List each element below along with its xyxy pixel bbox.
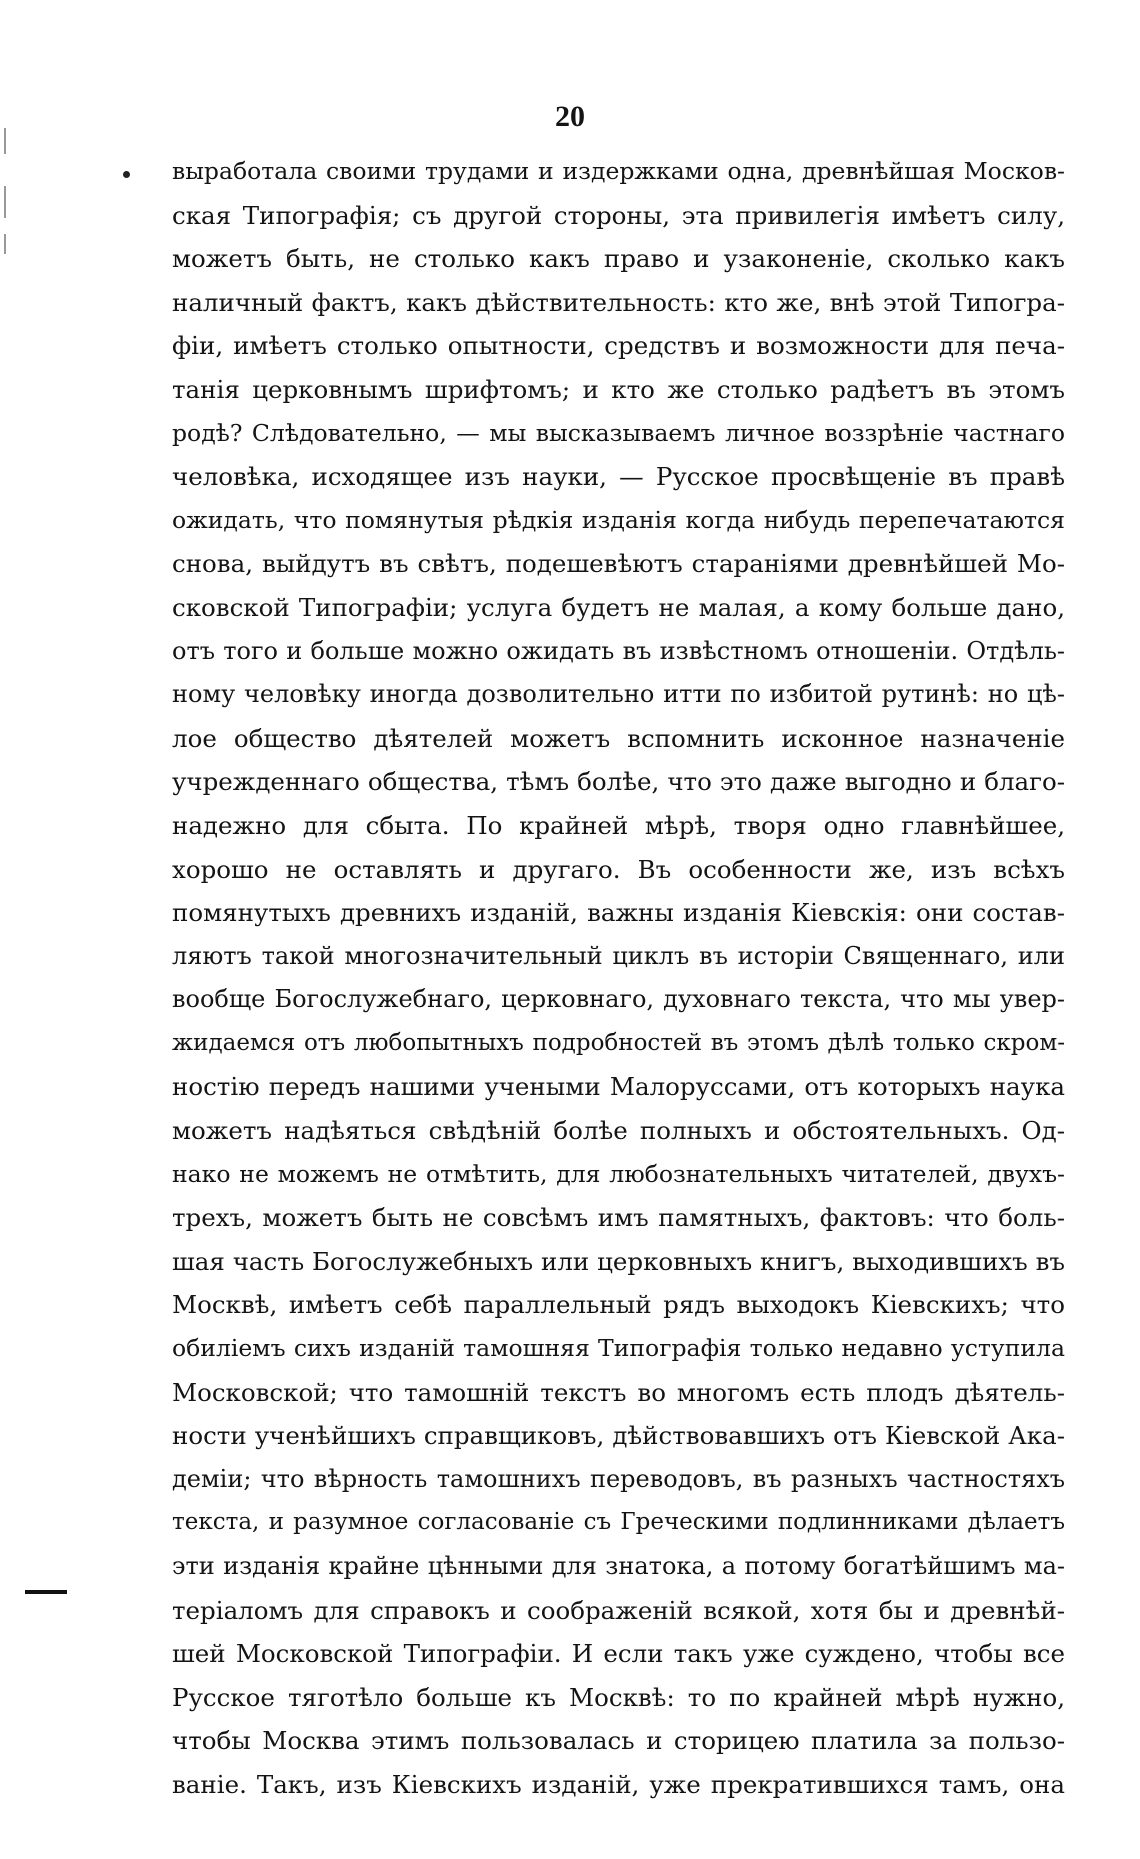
text-line: хорошо не оставлять и другаго. Въ особенности же, изъ всѣхъ: [172, 854, 1065, 884]
text-line: жидаемся отъ любопытныхъ подробностей въ этомъ дѣлѣ только скром-: [172, 1029, 1065, 1056]
text-line: снова, выйдутъ въ свѣтъ, подешевѣютъ стараніями древнѣйшей Мо-: [172, 549, 1065, 579]
text-line: лое общество дѣятелей можетъ вспомнить исконное назначеніе: [172, 723, 1065, 753]
text-line: ному человѣку иногда дозволительно итти по избитой рутинѣ: но цѣ-: [172, 680, 1065, 709]
margin-ink-dash: [25, 1590, 67, 1594]
text-line: трехъ, можетъ быть не совсѣмъ имъ памятныхъ, фактовъ: что боль-: [172, 1203, 1065, 1233]
text-line: наличный фактъ, какъ дѣйствительность: кто же, внѣ этой Типогра-: [172, 287, 1065, 317]
text-line: надежно для сбыта. По крайней мѣрѣ, творя одно главнѣйшее,: [172, 810, 1065, 840]
text-line: выработала своими трудами и издержками одна, древнѣйшая Москов-: [172, 157, 1065, 185]
text-line: человѣка, исходящее изъ науки, — Русское просвѣщеніе въ правѣ: [172, 462, 1065, 492]
margin-ink-dot: [123, 171, 130, 178]
text-line: ожидать, что помянутыя рѣдкія изданія когда нибудь перепечатаются: [172, 505, 1065, 534]
body-text: [172, 150, 1065, 1807]
text-line: ваніе. Такъ, изъ Кіевскихъ изданій, уже прекратившихся тамъ, она: [172, 1769, 1065, 1799]
text-line: обиліемъ сихъ изданій тамошняя Типографія только недавно уступила: [172, 1334, 1065, 1363]
text-line: помянутыхъ древнихъ изданій, важны изданія Кіевскія: они состав-: [172, 898, 1065, 928]
text-line: шая часть Богослужебныхъ или церковныхъ книгъ, выходившихъ въ: [172, 1246, 1065, 1276]
margin-scan-mark: [4, 234, 6, 254]
text-line: деміи; что вѣрность тамошнихъ переводовъ, въ разныхъ частностяхъ: [172, 1464, 1065, 1493]
text-line: Русское тяготѣло больше къ Москвѣ: то по крайней мѣрѣ нужно,: [172, 1682, 1065, 1712]
text-line: вообще Богослужебнаго, церковнаго, духовнаго текста, что мы увер-: [172, 985, 1065, 1014]
text-line: Московской; что тамошній текстъ во многомъ есть плодъ дѣятель-: [172, 1377, 1065, 1407]
text-line: отъ того и больше можно ожидать въ извѣстномъ отношеніи. Отдѣль-: [172, 636, 1065, 665]
text-line: можетъ быть, не столько какъ право и узаконеніе, сколько какъ: [172, 244, 1065, 274]
margin-scan-mark: [4, 186, 6, 218]
text-line: эти изданія крайне цѣнными для знатока, а потому богатѣйшимъ ма-: [172, 1552, 1065, 1580]
page-number: 20: [555, 100, 585, 133]
text-line: можетъ надѣяться свѣдѣній болѣе полныхъ и обстоятельныхъ. Од-: [172, 1116, 1065, 1146]
text-line: танія церковнымъ шрифтомъ; и кто же столько радѣетъ въ этомъ: [172, 374, 1065, 404]
text-line: текста, и разумное согласованіе съ Греческими подлинниками дѣлаетъ: [172, 1509, 1065, 1536]
text-line: ности ученѣйшихъ справщиковъ, дѣйствовавшихъ отъ Кіевской Ака-: [172, 1421, 1065, 1451]
text-line: ностію передъ нашими учеными Малоруссами, отъ которыхъ наука: [172, 1072, 1065, 1102]
text-line: фіи, имѣетъ столько опытности, средствъ и возможности для печа-: [172, 331, 1065, 361]
text-line: родѣ? Слѣдовательно, — мы высказываемъ личное воззрѣніе частнаго: [172, 418, 1065, 447]
text-line: нако не можемъ не отмѣтить, для любознательныхъ читателей, двухъ-: [172, 1159, 1065, 1188]
text-line: чтобы Москва этимъ пользовалась и сторицею платила за пользо-: [172, 1726, 1065, 1756]
text-line: ляютъ такой многозначительный циклъ въ исторіи Священнаго, или: [172, 941, 1065, 970]
text-line: шей Московской Типографіи. И если такъ уже суждено, чтобы все: [172, 1639, 1065, 1669]
text-line: Москвѣ, имѣетъ себѣ параллельный рядъ выходокъ Кіевскихъ; что: [172, 1290, 1065, 1320]
text-line: учрежденнаго общества, тѣмъ болѣе, что это даже выгодно и благо-: [172, 767, 1065, 797]
text-line: ская Типографія; съ другой стороны, эта привилегія имѣетъ силу,: [172, 200, 1065, 230]
text-line: теріаломъ для справокъ и соображеній всякой, хотя бы и древнѣй-: [172, 1595, 1065, 1625]
text-line: сковской Типографіи; услуга будетъ не малая, а кому больше дано,: [172, 592, 1065, 622]
